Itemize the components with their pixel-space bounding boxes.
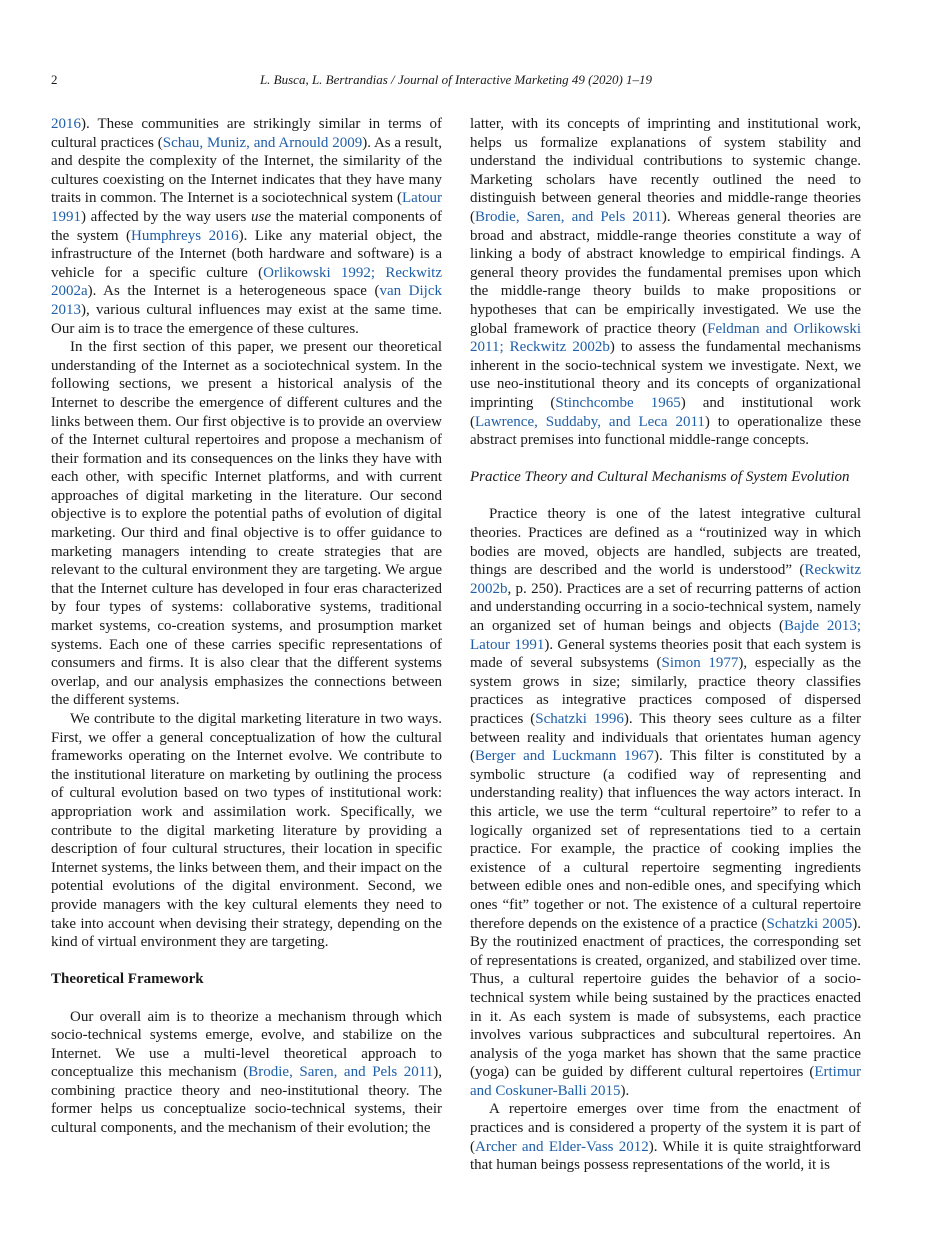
text: Practice theory is one of the latest integrative cultural theories. Practices are defined as a “routinized way in which bodies are moved, objects are handled, subjects are treated, things are described and the world is understood” ( [470, 506, 861, 579]
citation-link[interactable]: Schatzki 2005 [766, 915, 853, 932]
citation-link[interactable]: Feldman and Orlikowski 2011; Reckwitz 2002b [470, 320, 861, 356]
text: ). This filter is constituted by a symbolic structure (a codified way of representing and understanding reality) that influences the way actors interact. In this article, we use the term “cultural repertoire” to refer to a logically organized set of representations tied to a certain practice. For example, the practice of cooking implies the existence of a cultural repertoire segmenting ingredients between edible ones and non-edible ones, and specifying which ones “fit” together or not. The existence of a cultural repertoire therefore depends on the existence of a practice ( [470, 748, 861, 932]
section-heading: Theoretical Framework [51, 971, 204, 988]
page-number: 2 [51, 72, 58, 87]
citation-link[interactable]: 2016 [51, 116, 81, 132]
citation-link[interactable]: Bajde 2013; Latour 1991 [470, 618, 862, 653]
paragraph: In the first section of this paper, we present our theoretical understanding of the Internet as a sociotechnical system. In the following sections, we present a historical analysis of the Internet to describe the emergence of different cultures and the links between them. Our first objective is to provide an overview of the Internet cultural repertoires and propose a mechanism of their formation and its consequences on the links they have with each other, with specific Internet platforms, and with current approaches of digital marketing in the literature. Our second objective is to explore the potential paths of evolution of digital marketing. Our third and final objective is to offer guidance to marketing managers intending to create strategies that are relevant to the cultural environment they are targeting. We argue that the Internet culture has developed in four eras characterized by four types of systems: collaborative systems, traditional market systems, co-creation systems, and prosumption market systems. Each one of these carries specific representations of consumers and firms. It is also clear that the different systems overlap, and our analysis emphasizes the connections between the different systems. [51, 339, 442, 709]
citation-link[interactable]: Lawrence, Suddaby, and Leca 2011 [475, 413, 705, 430]
citation-link[interactable]: Stinchcombe 1965 [555, 394, 681, 411]
text: ), various cultural influences may exist at the same time. Our aim is to trace the emergence of these cultures. [51, 301, 442, 337]
citation-link[interactable]: Brodie, Saren, and Pels 2011 [248, 1064, 434, 1081]
right-column [470, 115, 861, 1175]
text: ). Whereas general theories are broad and abstract, middle-range theories constitute a way of linking a body of abstract knowledge to empirical findings. A general theory provides the fundamental premises upon which the middle-range theory builds to make propositions or hypotheses that can be empirically investigated. We use the global framework of practice theory ( [470, 208, 861, 337]
citation-link[interactable]: Humphreys 2016 [131, 227, 239, 244]
text: ). Like any material object, the infrastructure of the Internet (both hardware and software) is a vehicle for a specific culture ( [51, 227, 442, 281]
text: ). By the routinized enactment of practices, the corresponding set of representations is created, organized, and stabilized over time. Thus, a cultural repertoire guides the behavior of a socio-technical system while being sustained by the practices enacted in it. As each system is made of subsystems, each practice involves various subpractices and subcultural repertoires. An analysis of the yoga market has shown that the same practice (yoga) can be guided by different cultural repertoires ( [470, 915, 861, 1081]
citation-link[interactable]: Archer and Elder-Vass 2012 [475, 1138, 649, 1155]
citation-link[interactable]: Reckwitz 2002b [470, 562, 861, 597]
paragraph [470, 1100, 861, 1174]
text: ), combining practice theory and neo-institutional theory. The former helps us conceptualize socio-technical systems, their cultural components, and the mechanism of their evolution; the [51, 1064, 442, 1137]
text: ), especially as the system grows in size; similarly, practice theory classifies practices as integrative practices composed of dispersed practices ( [470, 655, 861, 727]
citation-link[interactable]: Orlikowski 1992; Reckwitz 2002a [51, 264, 442, 300]
paragraph [51, 115, 442, 338]
citation-link[interactable]: van Dijck 2013 [51, 283, 442, 318]
text: ). As a result, and despite the complexity of the Internet, the similarity of the cultures coexisting on the Internet indicates that they have many traits in common. The Internet is a sociotechnical system ( [51, 134, 442, 207]
citation-link[interactable]: Brodie, Saren, and Pels 2011 [475, 208, 662, 225]
running-head: L. Busca, L. Bertrandias / Journal of Interactive Marketing 49 (2020) 1–19 [259, 72, 653, 87]
citation-link[interactable]: Berger and Luckmann 1967 [475, 748, 654, 765]
text: ). General systems theories posit that each system is made of several subsystems ( [470, 636, 862, 672]
text: , p. 250). Practices are a set of recurring patterns of action and understanding occurring in a socio-technical system, namely an organized set of human beings and objects ( [470, 580, 861, 635]
text: Our overall aim is to theorize a mechanism through which socio-technical systems emerge, evolve, and stabilize on the Internet. We use a multi-level theoretical approach to conceptualize this mechanism ( [51, 1008, 442, 1081]
text: ). While it is quite straightforward that human beings possess representations of the world, it is [470, 1138, 861, 1174]
subsection-heading: Practice Theory and Cultural Mechanisms of System Evolution [470, 469, 850, 486]
citation-link[interactable]: Schatzki 1996 [535, 711, 624, 727]
text: ) affected by the way users [81, 208, 251, 225]
citation-link[interactable]: Schau, Muniz, and Arnould 2009 [162, 134, 363, 151]
text: ). These communities are strikingly similar in terms of cultural practices ( [51, 116, 442, 151]
text: ). As the Internet is a heterogeneous space ( [87, 283, 380, 300]
text: ) to assess the fundamental mechanisms inherent in the socio-technical system we investigate. Next, we use neo-institutional theory and its concepts of organizational imprinting ( [470, 339, 861, 411]
paragraph [51, 1008, 442, 1138]
text: the material components of the system ( [51, 208, 443, 244]
citation-link[interactable]: Simon 1977 [661, 655, 739, 672]
paragraph [470, 115, 861, 450]
paragraph [470, 505, 861, 1100]
text: ). [620, 1082, 630, 1099]
text: A repertoire emerges over time from the enactment of practices and is considered a property of the system it is part of ( [470, 1101, 861, 1155]
emphasis: use [251, 208, 271, 225]
text: ) to operationalize these abstract premises into functional middle-range concepts. [470, 413, 862, 449]
citation-link[interactable]: Ertimur and Coskuner-Balli 2015 [470, 1064, 861, 1099]
page-header [51, 72, 861, 90]
paragraph: We contribute to the digital marketing literature in two ways. First, we offer a general conceptualization of how the cultural frameworks operating on the Internet evolve. We contribute to the institutional literature on marketing by outlining the process of cultural evolution based on two types of institutional work: appropriation work and assimilation work. Specifically, we contribute to the digital marketing literature by providing a description of four cultural structures, their location in specific Internet systems, the links between them, and their impact on the potential evolutions of the digital environment. Second, we provide managers with the key cultural elements they need to take into account when devising their strategy, depending on the kind of virtual environment they are targeting. [51, 711, 442, 951]
citation-link[interactable]: Latour 1991 [51, 190, 442, 225]
left-column [51, 115, 442, 1138]
text: ) and institutional work ( [470, 394, 861, 430]
text: latter, with its concepts of imprinting and institutional work, helps us formalize explanations of system stability and understand the individual contributions to systemic change. Marketing scholars have recently outlined the need to distinguish between general theories and middle-range theories ( [470, 116, 861, 225]
text: ). This theory sees culture as a filter between reality and individuals that orientates human agency ( [470, 711, 862, 765]
